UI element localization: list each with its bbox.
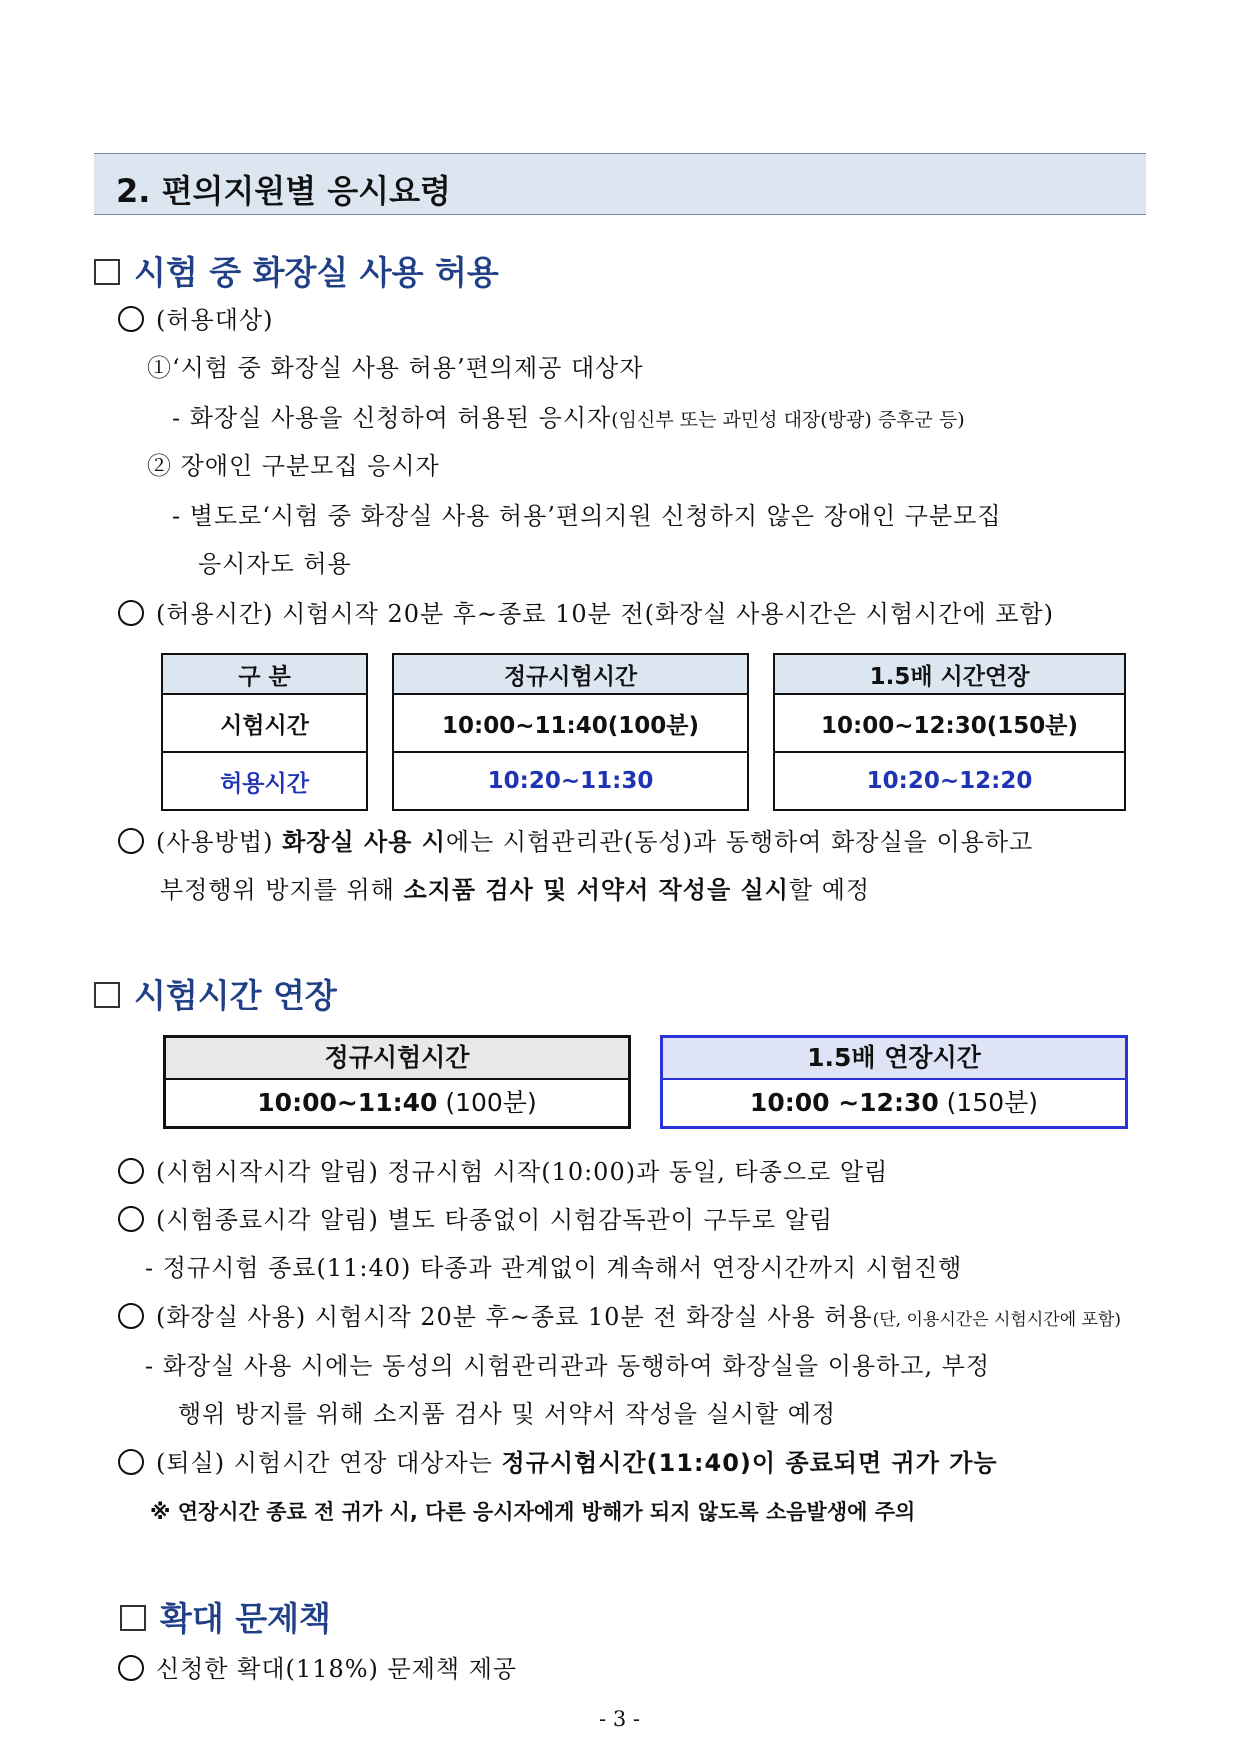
table-extended-time [773,653,1126,811]
toilet-method-line-1: (사용방법) 화장실 사용 시에는 시험관리관(동성)과 동행하여 화장실을 이용하고 [118,826,1033,858]
section-heading-large-print: 확대 문제책 [120,1593,331,1640]
table-cell: 허용시간 [162,752,367,810]
regular-time-value: 10:00~11:40 (100분) [257,1088,537,1117]
section-title-bar [94,153,1146,215]
checkbox-square-icon [120,1605,146,1631]
table-cell: 10:00~11:40(100분) [393,694,748,752]
circle-bullet-icon [118,1449,144,1475]
circle-bullet-icon [118,600,144,626]
circle-bullet-icon [118,1303,144,1329]
table-cell: 10:20~12:20 [774,752,1125,810]
table-header: 구 분 [162,654,367,694]
extension-line-6: 행위 방지를 위해 소지품 검사 및 서약서 작성을 실시할 예정 [178,1400,837,1428]
toilet-time-line: (허용시간) 시험시작 20분 후~종료 10분 전(화장실 사용시간은 시험시간에 포함) [118,598,1054,630]
toilet-item-2: ② 장애인 구분모집 응시자 [147,452,440,480]
section-heading-extension: 시험시간 연장 [94,970,337,1017]
toilet-item-2-desc-1: - 별도로‘시험 중 화장실 사용 허용’편의지원 신청하지 않은 장애인 구분모집 [172,502,1002,530]
extension-line-7: (퇴실) 시험시간 연장 대상자는 정규시험시간(11:40)이 종료되면 귀가 가능 [118,1447,998,1479]
table-regular-time [392,653,749,811]
extension-line-2: (시험종료시각 알림) 별도 타종없이 시험감독관이 구두로 알림 [118,1204,833,1236]
extension-note: ※ 연장시간 종료 전 귀가 시, 다른 응시자에게 방해가 되지 않도록 소음발생에 주의 [150,1500,916,1524]
toilet-item-1: ①‘시험 중 화장실 사용 허용’편의제공 대상자 [147,354,644,382]
circle-bullet-icon [118,1158,144,1184]
page-title: 2. 편의지원별 응시요령 [116,172,451,210]
table-cell: 시험시간 [162,694,367,752]
table-cell: 10:20~11:30 [393,752,748,810]
circle-bullet-icon [118,828,144,854]
table-category [161,653,368,811]
extension-line-3: - 정규시험 종료(11:40) 타종과 관계없이 계속해서 연장시간까지 시험진행 [145,1254,963,1282]
toilet-item-1-desc: - 화장실 사용을 신청하여 허용된 응시자(임신부 또는 과민성 대장(방광) 증후군 등) [172,404,965,432]
checkbox-square-icon [94,982,120,1008]
toilet-target-label: (허용대상) [118,304,273,336]
table-header: 정규시험시간 [393,654,748,694]
toilet-method-line-2: 부정행위 방지를 위해 소지품 검사 및 서약서 작성을 실시할 예정 [160,876,871,904]
table-cell: 10:00~12:30(150분) [774,694,1125,752]
extended-time-header: 1.5배 연장시간 [663,1038,1125,1080]
circle-bullet-icon [118,1655,144,1681]
circle-bullet-icon [118,1206,144,1232]
extension-line-5: - 화장실 사용 시에는 동성의 시험관리관과 동행하여 화장실을 이용하고, 부정 [145,1352,991,1380]
circle-bullet-icon [118,306,144,332]
table-header: 1.5배 시간연장 [774,654,1125,694]
extension-line-1: (시험시작시각 알림) 정규시험 시작(10:00)과 동일, 타종으로 알림 [118,1156,888,1188]
checkbox-square-icon [94,259,120,285]
regular-time-header: 정규시험시간 [166,1038,628,1080]
toilet-item-2-desc-2: 응시자도 허용 [198,550,352,578]
extended-time-box [660,1035,1128,1129]
large-print-line-1: 신청한 확대(118%) 문제책 제공 [118,1653,517,1685]
regular-time-box [163,1035,631,1129]
page-number: - 3 - [599,1707,640,1731]
section-heading-toilet: 시험 중 화장실 사용 허용 [94,247,499,294]
extension-line-4: (화장실 사용) 시험시작 20분 후~종료 10분 전 화장실 사용 허용(단, 이용시간은 시험시간에 포함) [118,1301,1121,1336]
extended-time-value: 10:00 ~12:30 (150분) [749,1088,1039,1117]
